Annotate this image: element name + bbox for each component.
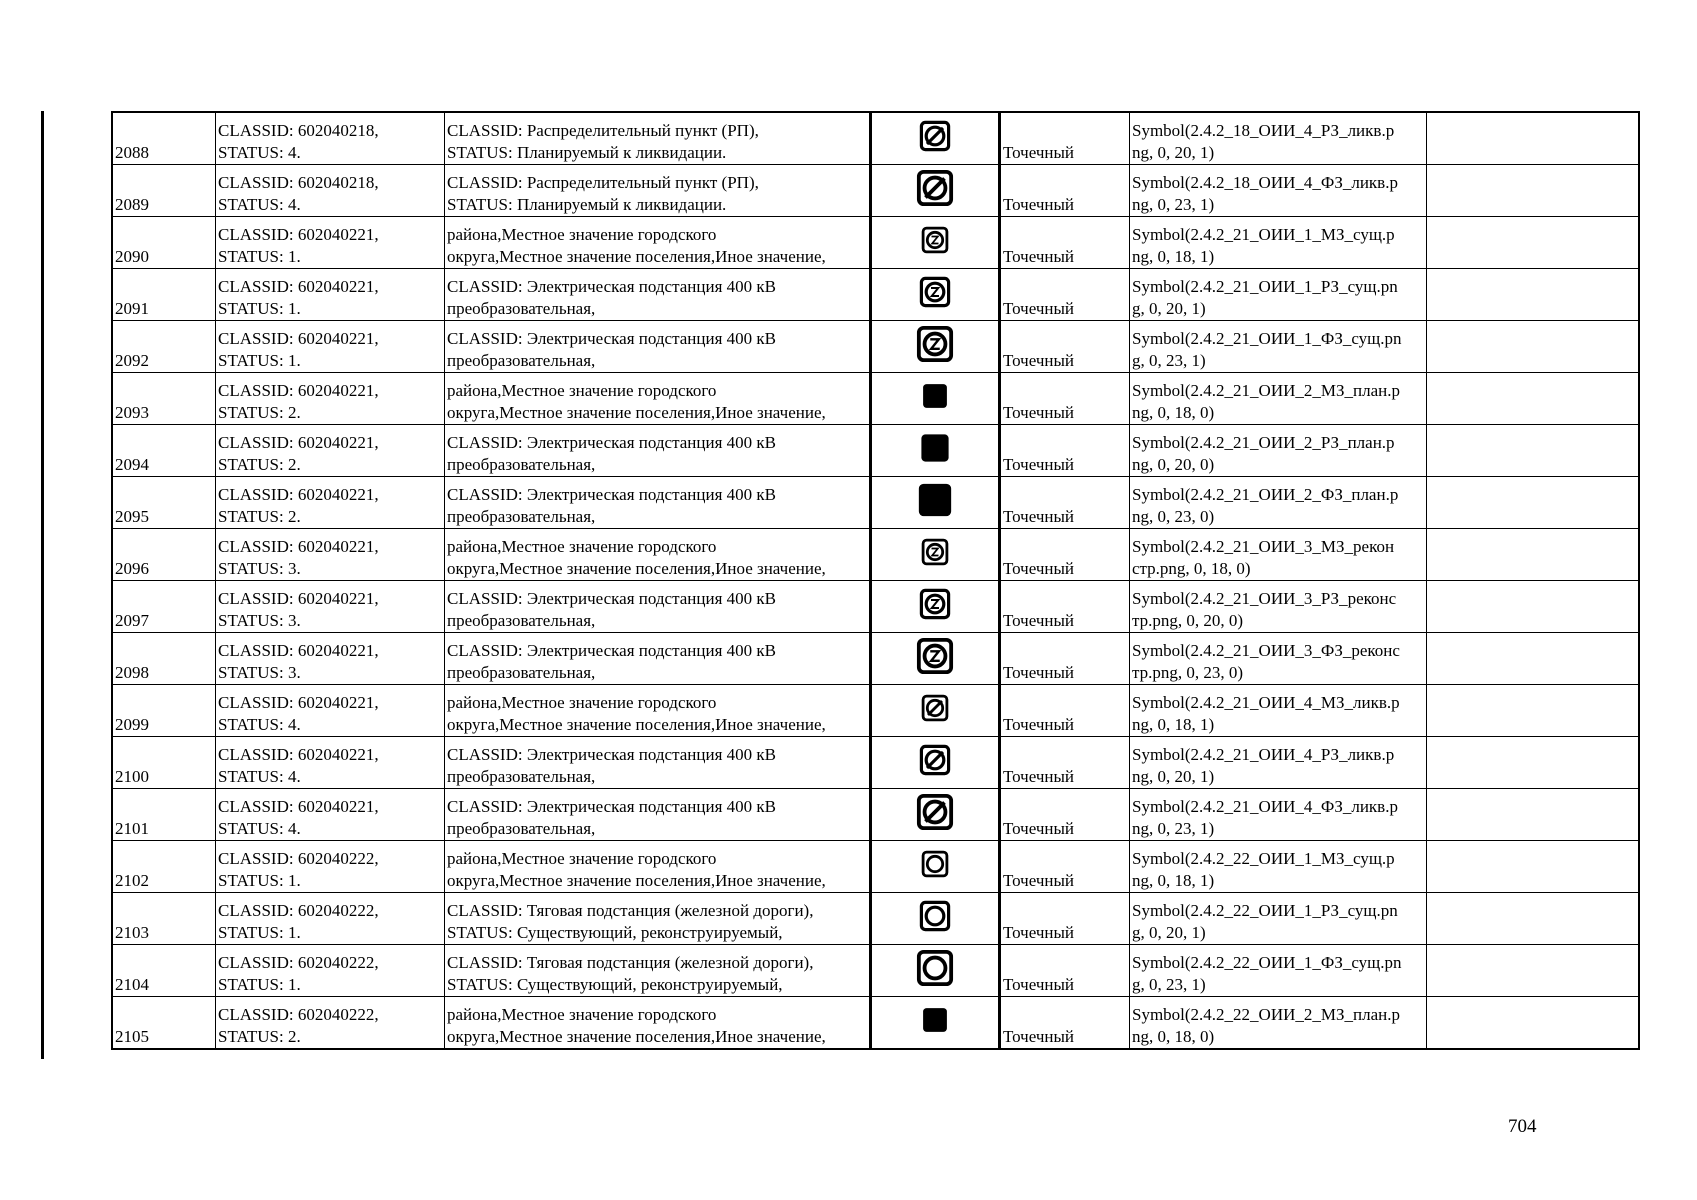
classid-status-line: STATUS: 1. [218, 975, 301, 994]
empty-cell [1427, 685, 1640, 737]
description-line: преобразовательная, [447, 611, 596, 630]
symbol-style-line: Symbol(2.4.2_21_ОИИ_2_ФЗ_план.p [1132, 485, 1399, 504]
description-line: CLASSID: Тяговая подстанция (железной дороги), [447, 953, 814, 972]
symbol-style-line: Symbol(2.4.2_21_ОИИ_2_РЗ_план.p [1132, 433, 1395, 452]
symbol-style-cell [1130, 165, 1427, 217]
description-line: преобразовательная, [447, 663, 596, 682]
classid-status-cell [216, 425, 445, 477]
symbol-style-line: ng, 0, 18, 0) [1132, 1027, 1215, 1046]
symbol-style-cell [1130, 581, 1427, 633]
symbol-style-cell [1130, 112, 1427, 165]
description-cell [445, 165, 871, 217]
description-line: преобразовательная, [447, 299, 596, 318]
symbol-style-line: Symbol(2.4.2_21_ОИИ_4_ФЗ_ликв.p [1132, 797, 1398, 816]
geometry-type-cell: Точечный [1000, 685, 1130, 737]
traction-substation-existing-icon [916, 949, 954, 993]
symbol-cell [871, 997, 1000, 1050]
symbol-style-cell [1130, 633, 1427, 685]
symbol-cell [871, 841, 1000, 893]
symbol-style-line: Symbol(2.4.2_21_ОИИ_3_РЗ_реконс [1132, 589, 1397, 608]
description-cell [445, 217, 871, 269]
empty-cell [1427, 112, 1640, 165]
row-number-cell: 2105 [112, 997, 216, 1050]
symbol-cell [871, 269, 1000, 321]
classid-status-cell [216, 112, 445, 165]
symbol-style-line: Symbol(2.4.2_21_ОИИ_3_МЗ_рекон [1132, 537, 1395, 556]
description-line: CLASSID: Распределительный пункт (РП), [447, 173, 759, 192]
classid-status-line: STATUS: 1. [218, 247, 301, 266]
classid-status-line: STATUS: 4. [218, 195, 301, 214]
substation-reconstruction-icon [916, 637, 954, 681]
empty-cell [1427, 789, 1640, 841]
symbol-style-line: Symbol(2.4.2_21_ОИИ_1_МЗ_сущ.p [1132, 225, 1395, 244]
classid-status-line: CLASSID: 602040221, [218, 641, 379, 660]
symbol-style-line: Symbol(2.4.2_22_ОИИ_1_РЗ_сущ.pn [1132, 901, 1398, 920]
row-number-cell: 2096 [112, 529, 216, 581]
symbol-style-line: Symbol(2.4.2_21_ОИИ_1_РЗ_сущ.pn [1132, 277, 1398, 296]
classid-status-line: STATUS: 4. [218, 767, 301, 786]
classid-status-line: STATUS: 4. [218, 143, 301, 162]
symbol-style-cell [1130, 841, 1427, 893]
row-number-cell: 2091 [112, 269, 216, 321]
empty-cell [1427, 477, 1640, 529]
symbol-style-line: Symbol(2.4.2_22_ОИИ_2_МЗ_план.p [1132, 1005, 1400, 1024]
classid-status-line: CLASSID: 602040221, [218, 381, 379, 400]
classid-status-line: STATUS: 1. [218, 299, 301, 318]
classid-status-line: CLASSID: 602040221, [218, 485, 379, 504]
symbol-style-line: ng, 0, 23, 1) [1132, 195, 1215, 214]
substation-existing-icon [921, 226, 949, 260]
table-row [112, 269, 1639, 321]
symbol-style-cell [1130, 893, 1427, 945]
classid-status-cell [216, 945, 445, 997]
row-number-cell: 2098 [112, 633, 216, 685]
table-row [112, 945, 1639, 997]
table-row [112, 529, 1639, 581]
symbol-cell [871, 425, 1000, 477]
description-line: STATUS: Существующий, реконструируемый, [447, 975, 783, 994]
row-number-cell: 2102 [112, 841, 216, 893]
description-line: STATUS: Планируемый к ликвидации. [447, 143, 727, 162]
description-line: округа,Местное значение поселения,Иное значение, [447, 715, 826, 734]
classid-status-line: CLASSID: 602040222, [218, 953, 379, 972]
classid-status-cell [216, 165, 445, 217]
empty-cell [1427, 269, 1640, 321]
classid-status-line: CLASSID: 602040221, [218, 537, 379, 556]
substation-planned-icon [921, 382, 949, 416]
description-cell [445, 581, 871, 633]
substation-planned-icon [919, 432, 951, 470]
classid-status-cell [216, 737, 445, 789]
classid-status-cell [216, 893, 445, 945]
empty-cell [1427, 633, 1640, 685]
geometry-type-cell: Точечный [1000, 529, 1130, 581]
symbol-style-line: Symbol(2.4.2_21_ОИИ_4_МЗ_ликв.p [1132, 693, 1400, 712]
traction-substation-planned-icon [921, 1006, 949, 1040]
page-number: 704 [1508, 1116, 1537, 1137]
classid-status-cell [216, 685, 445, 737]
classid-status-line: CLASSID: 602040221, [218, 589, 379, 608]
table-row [112, 373, 1639, 425]
row-number-cell: 2095 [112, 477, 216, 529]
description-line: CLASSID: Распределительный пункт (РП), [447, 121, 759, 140]
classid-status-line: CLASSID: 602040221, [218, 225, 379, 244]
description-line: CLASSID: Электрическая подстанция 400 кВ [447, 589, 776, 608]
symbol-style-line: ng, 0, 18, 1) [1132, 871, 1215, 890]
substation-existing-icon [916, 325, 954, 369]
substation-planned-icon [916, 481, 954, 525]
description-line: района,Местное значение городского [447, 381, 717, 400]
empty-cell [1427, 373, 1640, 425]
symbol-style-line: тр.png, 0, 23, 0) [1132, 663, 1244, 682]
classid-status-line: STATUS: 1. [218, 871, 301, 890]
classid-status-cell [216, 789, 445, 841]
empty-cell [1427, 425, 1640, 477]
symbol-style-line: ng, 0, 20, 1) [1132, 143, 1215, 162]
symbol-style-cell [1130, 425, 1427, 477]
classid-status-line: STATUS: 1. [218, 351, 301, 370]
symbol-cell [871, 373, 1000, 425]
description-line: CLASSID: Электрическая подстанция 400 кВ [447, 485, 776, 504]
empty-cell [1427, 165, 1640, 217]
table-row [112, 321, 1639, 373]
symbol-style-cell [1130, 789, 1427, 841]
table-row [112, 997, 1639, 1050]
geometry-type-cell: Точечный [1000, 269, 1130, 321]
geometry-type-cell: Точечный [1000, 633, 1130, 685]
row-number-cell: 2088 [112, 112, 216, 165]
geometry-type-cell: Точечный [1000, 217, 1130, 269]
traction-substation-existing-icon [921, 850, 949, 884]
symbol-style-line: g, 0, 20, 1) [1132, 299, 1206, 318]
geometry-type-cell: Точечный [1000, 321, 1130, 373]
classid-status-line: CLASSID: 602040221, [218, 329, 379, 348]
description-cell [445, 737, 871, 789]
description-cell [445, 269, 871, 321]
classid-status-line: CLASSID: 602040218, [218, 173, 379, 192]
symbol-style-cell [1130, 945, 1427, 997]
symbol-cell [871, 893, 1000, 945]
description-line: преобразовательная, [447, 819, 596, 838]
empty-cell [1427, 737, 1640, 789]
symbol-style-line: g, 0, 23, 1) [1132, 351, 1206, 370]
description-line: CLASSID: Электрическая подстанция 400 кВ [447, 641, 776, 660]
classid-status-line: CLASSID: 602040222, [218, 849, 379, 868]
symbol-style-line: Symbol(2.4.2_21_ОИИ_4_РЗ_ликв.p [1132, 745, 1395, 764]
symbol-style-cell [1130, 321, 1427, 373]
geometry-type-cell: Точечный [1000, 477, 1130, 529]
geometry-type-cell: Точечный [1000, 425, 1130, 477]
symbol-cell [871, 321, 1000, 373]
description-line: преобразовательная, [447, 507, 596, 526]
row-number-cell: 2089 [112, 165, 216, 217]
symbol-style-cell [1130, 217, 1427, 269]
classid-status-cell [216, 269, 445, 321]
description-cell [445, 997, 871, 1050]
row-number-cell: 2094 [112, 425, 216, 477]
symbol-cell [871, 165, 1000, 217]
table-row [112, 425, 1639, 477]
symbol-style-line: стр.png, 0, 18, 0) [1132, 559, 1251, 578]
description-line: округа,Местное значение поселения,Иное значение, [447, 1027, 826, 1046]
description-line: CLASSID: Электрическая подстанция 400 кВ [447, 329, 776, 348]
description-line: района,Местное значение городского [447, 225, 717, 244]
empty-cell [1427, 529, 1640, 581]
geometry-type-cell: Точечный [1000, 997, 1130, 1050]
classid-status-line: STATUS: 2. [218, 507, 301, 526]
description-cell [445, 477, 871, 529]
description-line: района,Местное значение городского [447, 537, 717, 556]
symbol-cell [871, 945, 1000, 997]
row-number-cell: 2090 [112, 217, 216, 269]
classid-status-line: CLASSID: 602040221, [218, 693, 379, 712]
symbol-cell [871, 112, 1000, 165]
classid-status-line: CLASSID: 602040221, [218, 433, 379, 452]
description-line: округа,Местное значение поселения,Иное значение, [447, 403, 826, 422]
geometry-type-cell: Точечный [1000, 893, 1130, 945]
symbol-style-line: Symbol(2.4.2_22_ОИИ_1_ФЗ_сущ.pn [1132, 953, 1402, 972]
empty-cell [1427, 321, 1640, 373]
classid-status-line: STATUS: 3. [218, 663, 301, 682]
symbol-style-cell [1130, 529, 1427, 581]
substation-liquidation-icon [921, 694, 949, 728]
table-row [112, 685, 1639, 737]
description-line: CLASSID: Электрическая подстанция 400 кВ [447, 797, 776, 816]
classid-status-line: STATUS: 3. [218, 559, 301, 578]
classid-status-cell [216, 581, 445, 633]
symbol-style-line: g, 0, 20, 1) [1132, 923, 1206, 942]
description-line: района,Местное значение городского [447, 693, 717, 712]
symbol-style-cell [1130, 997, 1427, 1050]
table-row [112, 112, 1639, 165]
symbol-style-line: Symbol(2.4.2_22_ОИИ_1_МЗ_сущ.p [1132, 849, 1395, 868]
table-row [112, 789, 1639, 841]
description-line: округа,Местное значение поселения,Иное значение, [447, 247, 826, 266]
classid-status-line: CLASSID: 602040221, [218, 277, 379, 296]
description-line: округа,Местное значение поселения,Иное значение, [447, 871, 826, 890]
symbol-style-line: Symbol(2.4.2_21_ОИИ_1_ФЗ_сущ.pn [1132, 329, 1402, 348]
description-line: округа,Местное значение поселения,Иное значение, [447, 559, 826, 578]
description-line: CLASSID: Электрическая подстанция 400 кВ [447, 433, 776, 452]
substation-reconstruction-icon [921, 538, 949, 572]
empty-cell [1427, 893, 1640, 945]
symbol-style-cell [1130, 373, 1427, 425]
classid-status-line: CLASSID: 602040221, [218, 797, 379, 816]
description-line: CLASSID: Тяговая подстанция (железной дороги), [447, 901, 814, 920]
row-number-cell: 2099 [112, 685, 216, 737]
substation-liquidation-icon [916, 169, 954, 213]
classid-status-line: STATUS: 2. [218, 455, 301, 474]
description-cell [445, 789, 871, 841]
description-line: CLASSID: Электрическая подстанция 400 кВ [447, 277, 776, 296]
classid-status-line: STATUS: 3. [218, 611, 301, 630]
symbol-cell [871, 633, 1000, 685]
description-line: района,Местное значение городского [447, 1005, 717, 1024]
empty-cell [1427, 217, 1640, 269]
description-line: преобразовательная, [447, 455, 596, 474]
table-row [112, 841, 1639, 893]
table-body [112, 112, 1639, 1049]
classid-status-line: CLASSID: 602040222, [218, 1005, 379, 1024]
description-cell [445, 633, 871, 685]
geometry-type-cell: Точечный [1000, 737, 1130, 789]
symbol-style-line: Symbol(2.4.2_21_ОИИ_2_МЗ_план.p [1132, 381, 1400, 400]
symbol-style-line: Symbol(2.4.2_18_ОИИ_4_ФЗ_ликв.p [1132, 173, 1398, 192]
symbol-cell [871, 685, 1000, 737]
description-cell [445, 425, 871, 477]
symbol-style-line: тр.png, 0, 20, 0) [1132, 611, 1244, 630]
classid-status-cell [216, 373, 445, 425]
description-cell [445, 841, 871, 893]
table-row [112, 581, 1639, 633]
description-line: STATUS: Планируемый к ликвидации. [447, 195, 727, 214]
geometry-type-cell: Точечный [1000, 165, 1130, 217]
row-number-cell: 2092 [112, 321, 216, 373]
left-margin-rule [41, 111, 44, 1059]
row-number-cell: 2093 [112, 373, 216, 425]
table-row [112, 893, 1639, 945]
symbol-cell [871, 477, 1000, 529]
substation-liquidation-icon [916, 793, 954, 837]
description-line: преобразовательная, [447, 351, 596, 370]
description-cell [445, 893, 871, 945]
description-line: CLASSID: Электрическая подстанция 400 кВ [447, 745, 776, 764]
row-number-cell: 2104 [112, 945, 216, 997]
symbol-style-cell [1130, 685, 1427, 737]
table-row [112, 737, 1639, 789]
description-cell [445, 945, 871, 997]
symbol-style-cell [1130, 737, 1427, 789]
classid-status-cell [216, 529, 445, 581]
description-cell [445, 112, 871, 165]
substation-liquidation-icon [919, 744, 951, 782]
symbol-style-line: ng, 0, 20, 0) [1132, 455, 1215, 474]
symbol-style-cell [1130, 269, 1427, 321]
classid-status-cell [216, 841, 445, 893]
classid-status-line: STATUS: 2. [218, 1027, 301, 1046]
symbol-style-line: ng, 0, 18, 0) [1132, 403, 1215, 422]
symbol-register-table [111, 111, 1640, 1050]
classid-status-line: CLASSID: 602040222, [218, 901, 379, 920]
symbol-style-line: g, 0, 23, 1) [1132, 975, 1206, 994]
description-cell [445, 685, 871, 737]
symbol-style-line: ng, 0, 18, 1) [1132, 715, 1215, 734]
classid-status-cell [216, 477, 445, 529]
row-number-cell: 2097 [112, 581, 216, 633]
symbol-style-line: ng, 0, 23, 0) [1132, 507, 1215, 526]
table-row [112, 217, 1639, 269]
symbol-style-line: Symbol(2.4.2_21_ОИИ_3_ФЗ_реконс [1132, 641, 1400, 660]
table-row [112, 165, 1639, 217]
geometry-type-cell: Точечный [1000, 373, 1130, 425]
symbol-cell [871, 737, 1000, 789]
geometry-type-cell: Точечный [1000, 581, 1130, 633]
description-line: преобразовательная, [447, 767, 596, 786]
symbol-style-line: ng, 0, 23, 1) [1132, 819, 1215, 838]
geometry-type-cell: Точечный [1000, 945, 1130, 997]
description-cell [445, 529, 871, 581]
substation-reconstruction-icon [919, 588, 951, 626]
symbol-style-line: ng, 0, 20, 1) [1132, 767, 1215, 786]
symbol-style-cell [1130, 477, 1427, 529]
description-cell [445, 321, 871, 373]
substation-existing-icon [919, 276, 951, 314]
geometry-type-cell: Точечный [1000, 112, 1130, 165]
row-number-cell: 2100 [112, 737, 216, 789]
description-line: района,Местное значение городского [447, 849, 717, 868]
classid-status-line: STATUS: 1. [218, 923, 301, 942]
classid-status-cell [216, 997, 445, 1050]
empty-cell [1427, 581, 1640, 633]
geometry-type-cell: Точечный [1000, 789, 1130, 841]
symbol-cell [871, 581, 1000, 633]
row-number-cell: 2103 [112, 893, 216, 945]
symbol-cell [871, 217, 1000, 269]
classid-status-line: CLASSID: 602040221, [218, 745, 379, 764]
symbol-style-line: ng, 0, 18, 1) [1132, 247, 1215, 266]
traction-substation-existing-icon [919, 900, 951, 938]
table-row [112, 633, 1639, 685]
empty-cell [1427, 997, 1640, 1050]
classid-status-line: STATUS: 4. [218, 715, 301, 734]
classid-status-cell [216, 321, 445, 373]
symbol-cell [871, 529, 1000, 581]
classid-status-cell [216, 633, 445, 685]
empty-cell [1427, 945, 1640, 997]
geometry-type-cell: Точечный [1000, 841, 1130, 893]
row-number-cell: 2101 [112, 789, 216, 841]
classid-status-line: CLASSID: 602040218, [218, 121, 379, 140]
symbol-style-line: Symbol(2.4.2_18_ОИИ_4_РЗ_ликв.p [1132, 121, 1395, 140]
substation-liquidation-icon [919, 120, 951, 158]
table-row [112, 477, 1639, 529]
classid-status-line: STATUS: 2. [218, 403, 301, 422]
classid-status-line: STATUS: 4. [218, 819, 301, 838]
empty-cell [1427, 841, 1640, 893]
description-line: STATUS: Существующий, реконструируемый, [447, 923, 783, 942]
symbol-cell [871, 789, 1000, 841]
description-cell [445, 373, 871, 425]
classid-status-cell [216, 217, 445, 269]
